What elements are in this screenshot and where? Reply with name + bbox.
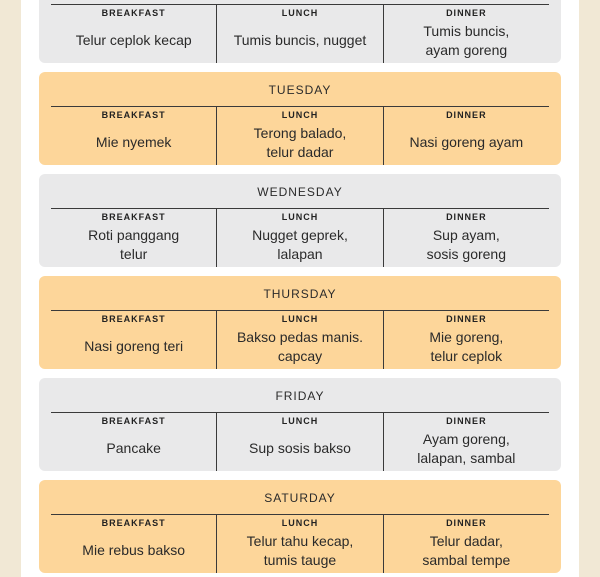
breakfast-menu: Pancake [106, 440, 161, 456]
lunch-label: LUNCH [281, 8, 319, 18]
dinner-label: DINNER [446, 416, 487, 426]
day-title: SATURDAY [264, 491, 336, 505]
breakfast-label: BREAKFAST [101, 416, 166, 426]
lunch-label: LUNCH [281, 212, 319, 222]
day-card-wednesday [39, 174, 561, 267]
breakfast-column [51, 107, 216, 165]
lunch-menu: Terong balado, telur dadar [253, 124, 347, 160]
breakfast-column [51, 413, 216, 471]
dinner-menu: Nasi goreng ayam [409, 134, 524, 150]
day-card-saturday [39, 480, 561, 573]
lunch-column [216, 107, 382, 165]
lunch-menu: Sup sosis bakso [249, 440, 351, 456]
day-title: THURSDAY [263, 287, 337, 301]
lunch-menu: Bakso pedas manis. capcay [236, 328, 364, 364]
dinner-menu: Mie goreng, telur ceplok [429, 328, 504, 364]
dinner-column [383, 515, 549, 573]
breakfast-menu: Roti panggang telur [88, 226, 180, 262]
day-card-monday [39, 0, 561, 63]
dinner-menu: Telur dadar, sambal tempe [422, 532, 511, 568]
day-title: FRIDAY [275, 389, 325, 403]
day-title: WEDNESDAY [257, 185, 343, 199]
breakfast-label: BREAKFAST [101, 518, 166, 528]
breakfast-label: BREAKFAST [101, 314, 166, 324]
lunch-label: LUNCH [281, 416, 319, 426]
breakfast-menu: Mie nyemek [95, 134, 172, 150]
dinner-column [383, 5, 549, 63]
breakfast-menu: Mie rebus bakso [82, 542, 186, 558]
lunch-column [216, 209, 382, 267]
dinner-menu: Ayam goreng, lalapan, sambal [417, 430, 516, 466]
lunch-column [216, 5, 382, 63]
lunch-menu: Telur tahu kecap, tumis tauge [246, 532, 354, 568]
lunch-column [216, 515, 382, 573]
dinner-column [383, 413, 549, 471]
day-card-tuesday [39, 72, 561, 165]
dinner-column [383, 107, 549, 165]
breakfast-column [51, 209, 216, 267]
lunch-menu: Tumis buncis, nugget [233, 32, 367, 48]
lunch-column [216, 413, 382, 471]
breakfast-column [51, 515, 216, 573]
dinner-label: DINNER [446, 212, 487, 222]
lunch-menu: Nugget geprek, lalapan [252, 226, 348, 262]
lunch-column [216, 311, 382, 369]
dinner-menu: Tumis buncis, ayam goreng [423, 22, 510, 58]
breakfast-menu: Nasi goreng teri [84, 338, 184, 354]
dinner-column [383, 311, 549, 369]
breakfast-label: BREAKFAST [101, 8, 166, 18]
day-card-friday [39, 378, 561, 471]
lunch-label: LUNCH [281, 110, 319, 120]
day-card-thursday [39, 276, 561, 369]
dinner-label: DINNER [446, 110, 487, 120]
breakfast-label: BREAKFAST [101, 110, 166, 120]
breakfast-label: BREAKFAST [101, 212, 166, 222]
dinner-label: DINNER [446, 314, 487, 324]
lunch-label: LUNCH [281, 314, 319, 324]
dinner-column [383, 209, 549, 267]
breakfast-menu: Telur ceplok kecap [75, 32, 192, 48]
dinner-menu: Sup ayam, sosis goreng [426, 226, 507, 262]
dinner-label: DINNER [446, 518, 487, 528]
breakfast-column [51, 311, 216, 369]
dinner-label: DINNER [446, 8, 487, 18]
lunch-label: LUNCH [281, 518, 319, 528]
breakfast-column [51, 5, 216, 63]
day-title: TUESDAY [268, 83, 332, 97]
